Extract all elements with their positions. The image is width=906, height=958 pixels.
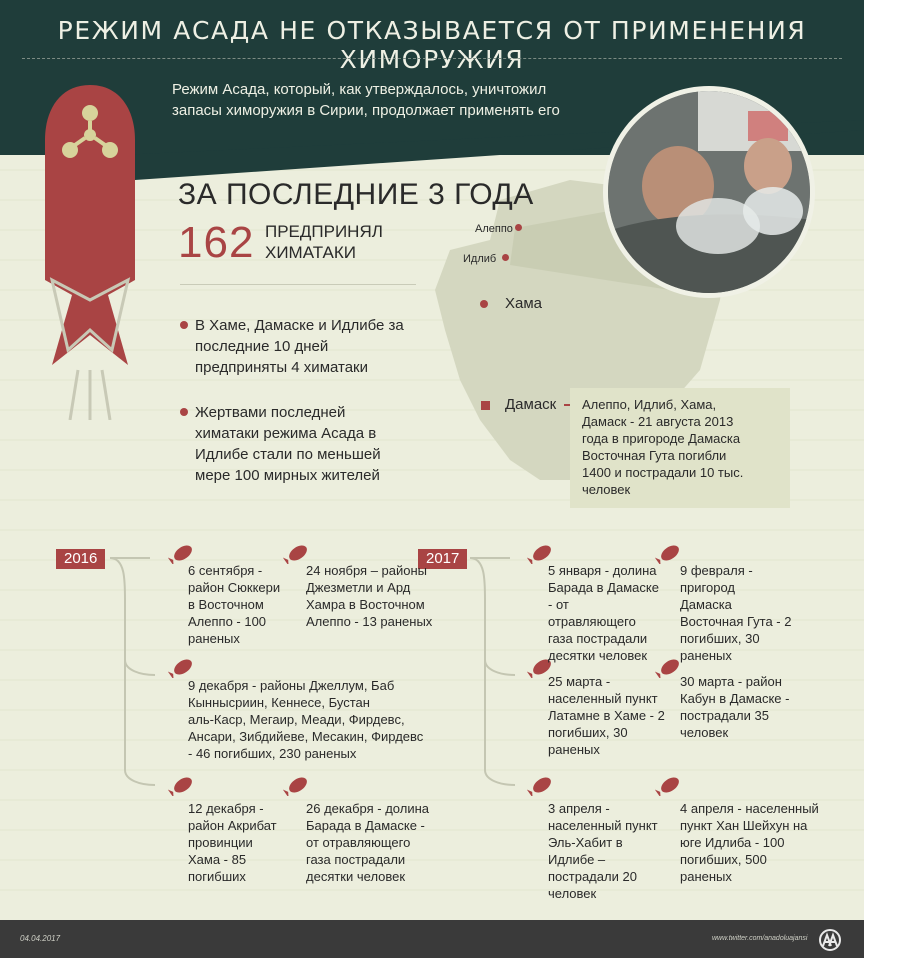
year-badge-2017: 2017 [418, 549, 467, 569]
event-line: населенный пункт [548, 818, 658, 833]
map-marker-hama [480, 300, 488, 308]
map-marker-damascus [481, 401, 490, 410]
bomb-icon [527, 542, 557, 564]
event-line: Джезметли и Ард [306, 580, 411, 595]
event-line: раненых [680, 648, 732, 663]
bomb-icon [527, 774, 557, 796]
bullet-line: Идлибе стали по меньшей [195, 446, 381, 463]
event-line: отравляющего [548, 614, 636, 629]
bullet-line: последние 10 дней [195, 338, 329, 355]
event-line: 9 декабря - районы Джеллум, Баб [188, 678, 395, 693]
note-line: 1400 и пострадали 10 тыс. [582, 465, 744, 480]
event-line: Эль-Хабит в [548, 835, 623, 850]
subtitle-line: запасы химоружия в Сирии, продолжает применять его [172, 102, 560, 119]
event-line: Идлибе – [548, 852, 606, 867]
event-line: газа пострадали [548, 631, 648, 646]
divider [180, 284, 416, 285]
event-line: населенный пункт [548, 691, 658, 706]
event-line: человек [680, 725, 729, 740]
photo-image [608, 91, 815, 298]
event-line: Барада в Дамаске [548, 580, 659, 595]
event-line: район Акрибат [188, 818, 277, 833]
event-line: погибших, 500 [680, 852, 767, 867]
event-line: раненых [188, 631, 240, 646]
event-line: - 46 погибших, 230 раненых [188, 746, 357, 761]
timeline-event [188, 800, 277, 885]
note-line: года в пригороде Дамаска [582, 431, 741, 446]
event-line: пострадали 35 [680, 708, 769, 723]
event-line: Хамра в Восточном [306, 597, 425, 612]
page-title: РЕЖИМ АСАДА НЕ ОТКАЗЫВАЕТСЯ ОТ ПРИМЕНЕНИЯ ХИМОРУЖИЯ [57, 16, 807, 74]
bomb-icon [168, 542, 198, 564]
timeline-event [548, 673, 665, 758]
event-line: 25 марта - [548, 674, 611, 689]
footer-bar [0, 920, 864, 958]
timeline-event [680, 673, 789, 741]
event-line: погибших, 30 [548, 725, 628, 740]
event-line: район Сюккери [188, 580, 281, 595]
map-label-hama: Хама [505, 295, 543, 312]
label-line: ХИМАТАКИ [265, 243, 357, 262]
note-line: Восточная Гута погибли [582, 448, 727, 463]
event-line: Восточная Гута - 2 [680, 614, 792, 629]
event-line: раненых [680, 869, 732, 884]
event-line: аль-Каср, Мегаир, Меади, Фирдевс, [188, 712, 405, 727]
event-line: в Восточном [188, 597, 264, 612]
timeline-event [306, 562, 432, 630]
event-line: 4 апреля - населенный [680, 801, 819, 816]
event-line: 30 марта - район [680, 674, 782, 689]
event-line: погибших [188, 869, 246, 884]
event-line: Кабун в Дамаске - [680, 691, 790, 706]
timeline-event [680, 800, 819, 885]
event-line: Барада в Дамаске - [306, 818, 425, 833]
event-line: Алеппо - 13 раненых [306, 614, 433, 629]
event-line: Хама - 85 [188, 852, 247, 867]
timeline-event [188, 677, 423, 762]
event-line: Латамне в Хаме - 2 [548, 708, 665, 723]
event-line: юге Идлиба - 100 [680, 835, 785, 850]
event-line: десятки человек [548, 648, 648, 663]
timeline-event [548, 800, 658, 902]
bullet-dot [180, 321, 188, 329]
event-line: 3 апреля - [548, 801, 610, 816]
event-line: от отравляющего [306, 835, 411, 850]
event-line: Алеппо - 100 [188, 614, 267, 629]
event-line: Ансари, Зибдийеве, Месакин, Фирдевс [188, 729, 424, 744]
event-line: 24 ноября – районы [306, 563, 428, 578]
bomb-icon [168, 774, 198, 796]
event-line: 12 декабря - [188, 801, 264, 816]
bullet-text [195, 315, 404, 378]
bullet-text [195, 402, 381, 486]
map-label-damascus: Дамаск [505, 396, 557, 413]
event-line: 26 декабря - долина [306, 801, 429, 816]
period-heading: ЗА ПОСЛЕДНИЕ 3 ГОДА [178, 178, 534, 211]
map-marker-idlib [502, 254, 509, 261]
event-line: газа пострадали [306, 852, 406, 867]
event-line: Дамаска [680, 597, 732, 612]
timeline-event [548, 562, 659, 664]
bomb-icon [283, 542, 313, 564]
bullet-line: Жертвами последней [195, 404, 346, 421]
year-badge-2016: 2016 [56, 549, 105, 569]
event-line: пострадали 20 [548, 869, 637, 884]
note-line: Алеппо, Идлиб, Хама, [582, 397, 717, 412]
twitter-link[interactable]: www.twitter.com/anadoluajansi [712, 935, 808, 942]
bullet-line: предприняты 4 химатаки [195, 359, 368, 376]
note-line: человек [582, 482, 631, 497]
subtitle-line: Режим Асада, который, как утверждалось, уничтожил [172, 81, 547, 98]
note-line: Дамаск - 21 августа 2013 [582, 414, 734, 429]
bomb-icon [655, 774, 685, 796]
event-line: 9 февраля - [680, 563, 753, 578]
label-line: ПРЕДПРИНЯЛ [265, 222, 383, 241]
map-label-idlib: Идлиб [463, 253, 497, 265]
event-line: раненых [548, 742, 600, 757]
bullet-line: мере 100 мирных жителей [195, 467, 380, 484]
anadolu-agency-logo-icon [818, 929, 842, 951]
victims-photo [603, 86, 815, 298]
event-line: пункт Хан Шейхун на [680, 818, 808, 833]
attack-count: 162 [178, 218, 255, 267]
note-text [582, 396, 782, 498]
timeline-event [306, 800, 429, 885]
timeline-event [188, 562, 280, 647]
event-line: 6 сентября - [188, 563, 263, 578]
title-divider [22, 58, 842, 59]
event-line: провинции [188, 835, 253, 850]
attack-count-label [265, 221, 383, 263]
footer-date: 04.04.2017 [20, 934, 61, 943]
event-line: пригород [680, 580, 735, 595]
bomb-banner-icon [40, 80, 140, 420]
event-line: человек [548, 886, 597, 901]
timeline-event [680, 562, 791, 664]
bullet-line: В Хаме, Дамаске и Идлибе за [195, 317, 404, 334]
bomb-icon [655, 542, 685, 564]
bullet-line: химатаки режима Асада в [195, 425, 377, 442]
bullet-dot [180, 408, 188, 416]
bomb-icon [283, 774, 313, 796]
event-line: Кыннысриин, Кеннесе, Бустан [188, 695, 370, 710]
map-marker-aleppo [515, 224, 522, 231]
bomb-icon [168, 656, 198, 678]
event-line: погибших, 30 [680, 631, 760, 646]
event-line: 5 января - долина [548, 563, 657, 578]
event-line: десятки человек [306, 869, 406, 884]
header-subtitle [172, 79, 622, 121]
event-line: - от [548, 597, 569, 612]
map-label-aleppo: Алеппо [475, 223, 513, 235]
